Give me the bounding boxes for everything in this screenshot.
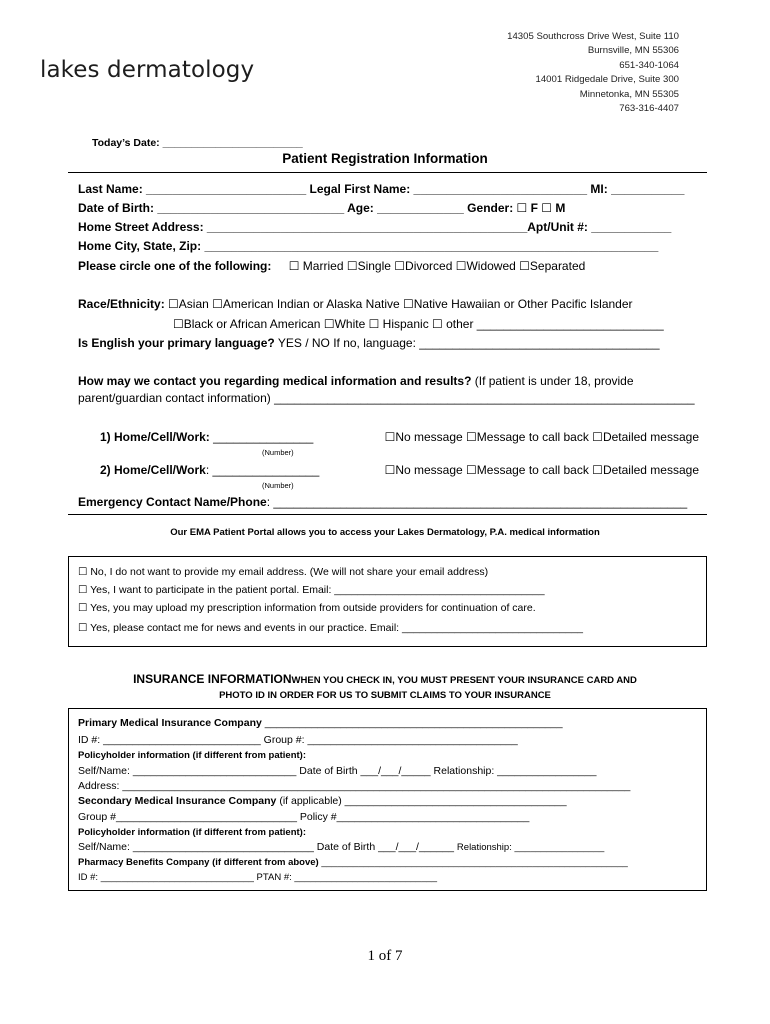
self-name-row[interactable]: Self/Name: ____________________________ Date of Birth ___/___/_____ Relationship: _________________ (78, 765, 597, 777)
race-label: Race/Ethnicity: (78, 297, 165, 311)
id-group-row[interactable]: ID #: ___________________________ Group #: ____________________________________ (78, 734, 518, 746)
marital-options[interactable]: ☐ Married ☐Single ☐Divorced ☐Widowed ☐Separated (288, 259, 586, 273)
contact-question (78, 374, 699, 388)
name-row[interactable]: Last Name: ________________________ Legal First Name: __________________________ MI: ___________ (78, 182, 685, 196)
policyholder-info-label: Policyholder information (if different from patient): (78, 750, 306, 761)
marital-label: Please circle one of the following: (78, 259, 272, 273)
race-options-2[interactable]: ☐Black or African American ☐White ☐ Hispanic ☐ other ____________________________ (173, 317, 664, 331)
secondary-insurance-label: Secondary Medical Insurance Company (78, 795, 277, 807)
city-state-zip-row[interactable]: Home City, State, Zip: ____________________________________________________________________ (78, 239, 659, 253)
phone-2-field[interactable]: : ________________ (205, 463, 320, 477)
english-label: Is English your primary language? (78, 336, 275, 350)
address-row[interactable]: Address: _______________________________________________________________________________________ (78, 780, 631, 792)
policyholder-info-label: Policyholder information (if different from patient): (78, 827, 306, 838)
secondary-insurance-row (78, 795, 567, 807)
english-options[interactable]: YES / NO If no, language: ____________________________________ (277, 336, 660, 350)
insurance-heading-rest: WHEN YOU CHECK IN, YOU MUST PRESENT YOUR INSURANCE CARD AND (291, 675, 637, 686)
contact-question-line2[interactable]: parent/guardian contact information) _______________________________________________________________ (78, 391, 695, 405)
address-line: 763-316-4407 (619, 103, 679, 115)
phone-2-row (78, 463, 699, 477)
number-hint: (Number) (262, 448, 294, 457)
english-row (78, 336, 660, 350)
logo: lakes dermatology (40, 57, 255, 83)
contact-question-bold: How may we contact you regarding medical information and results? (78, 374, 472, 388)
emergency-contact-row (78, 495, 687, 509)
pharmacy-label: Pharmacy Benefits Company (if different from above) (78, 857, 319, 868)
street-address-row[interactable]: Home Street Address: ________________________________________________Apt/Unit #: ____________ (78, 220, 672, 234)
page-number: 1 of 7 (367, 948, 403, 964)
portal-note: Our EMA Patient Portal allows you to access your Lakes Dermatology, P.A. medical information (170, 527, 600, 538)
insurance-heading-title: INSURANCE INFORMATION (133, 672, 292, 686)
number-hint: (Number) (262, 481, 294, 490)
address-line: 14001 Ridgedale Drive, Suite 300 (535, 74, 679, 86)
pharmacy-field[interactable]: __________________________________________________________ (318, 857, 628, 868)
contact-question-rest: (If patient is under 18, provide (471, 374, 634, 388)
address-line: 14305 Southcross Drive West, Suite 110 (507, 31, 679, 42)
emergency-label: Emergency Contact Name/Phone (78, 495, 267, 509)
email-option-no[interactable]: ☐ No, I do not want to provide my email address. (We will not share your email address) (78, 566, 489, 578)
marital-status-row (78, 259, 585, 273)
phone-1-options[interactable]: ☐No message ☐Message to call back ☐Detailed message (384, 430, 699, 444)
self-name-field[interactable]: Self/Name: _______________________________ Date of Birth ___/___/______ (78, 841, 454, 853)
primary-insurance-row (78, 717, 563, 729)
id-ptan-row[interactable]: ID #: _____________________________ PTAN #: ___________________________ (78, 872, 438, 883)
race-row (78, 297, 633, 311)
phone-2-label: 2) Home/Cell/Work (100, 463, 206, 477)
phone-1-label: 1) Home/Cell/Work: (100, 430, 210, 444)
phone-1-row (78, 430, 699, 444)
pharmacy-row (78, 857, 628, 868)
primary-insurance-field[interactable]: ___________________________________________________ (261, 717, 563, 729)
race-options[interactable]: ☐Asian ☐American Indian or Alaska Native ☐Native Hawaiian or Other Pacific Islander (168, 297, 633, 311)
secondary-insurance-field[interactable]: (if applicable) ______________________________________ (276, 795, 567, 807)
address-line: 651-340-1064 (619, 59, 679, 71)
primary-insurance-label: Primary Medical Insurance Company (78, 717, 262, 729)
phone-1-field[interactable]: _______________ (213, 430, 314, 444)
address-block (507, 30, 679, 116)
address-line: Burnsville, MN 55306 (587, 45, 679, 57)
group-policy-row[interactable]: Group #_______________________________ Policy #_________________________________ (78, 811, 530, 823)
insurance-heading (0, 672, 770, 686)
email-option-portal[interactable]: ☐ Yes, I want to participate in the patient portal. Email: ____________________________________ (78, 584, 545, 596)
email-option-news[interactable]: ☐ Yes, please contact me for news and events in our practice. Email: _______________________________ (78, 622, 584, 634)
emergency-field[interactable]: : ______________________________________________________________ (266, 495, 688, 509)
address-line: Minnetonka, MN 55305 (579, 88, 679, 100)
relationship-field[interactable]: Relationship: _________________ (456, 842, 605, 853)
todays-date-field[interactable]: Today’s Date: ________________________ (92, 137, 303, 149)
email-option-prescription[interactable]: ☐ Yes, you may upload my prescription information from outside providers for continuation of care. (78, 602, 536, 614)
divider (68, 172, 707, 173)
insurance-heading-line2: PHOTO ID IN ORDER FOR US TO SUBMIT CLAIMS TO YOUR INSURANCE (219, 690, 551, 701)
dob-row[interactable]: Date of Birth: ____________________________ Age: _____________ Gender: ☐ F ☐ M (78, 201, 566, 215)
self-name-row (78, 841, 604, 853)
divider (68, 514, 707, 515)
phone-2-options[interactable]: ☐No message ☐Message to call back ☐Detailed message (384, 463, 699, 477)
page-title: Patient Registration Information (282, 151, 488, 166)
